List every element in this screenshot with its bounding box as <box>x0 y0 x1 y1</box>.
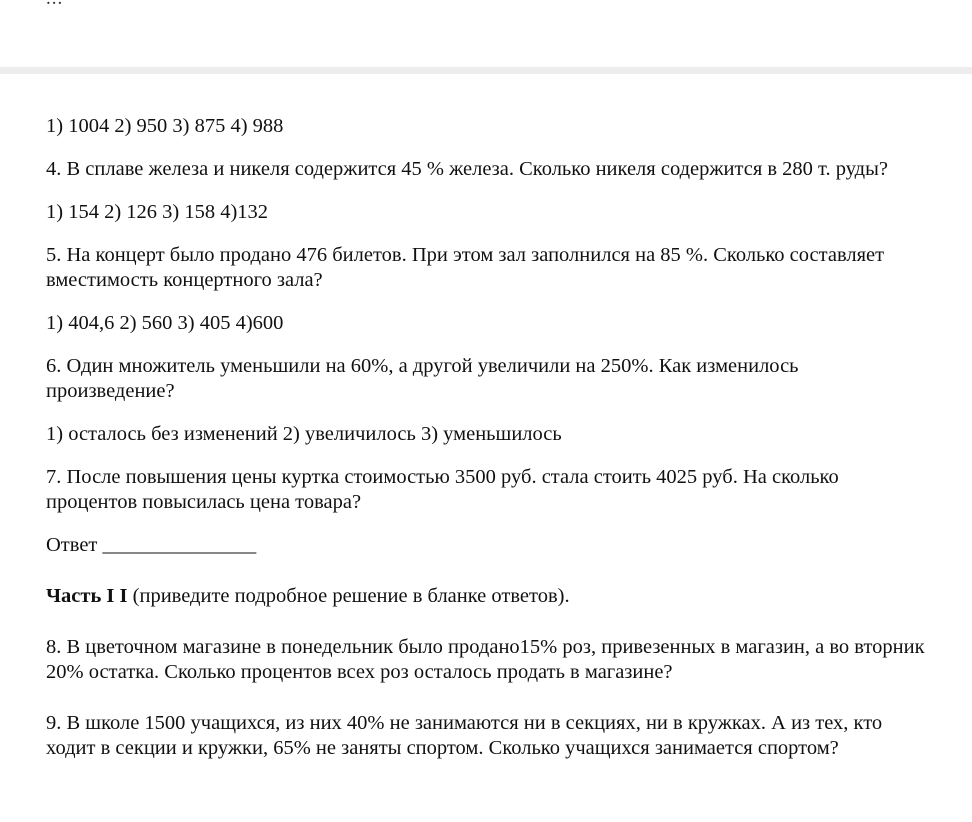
page-top-area <box>0 0 972 67</box>
question-4: 4. В сплаве железа и никеля содержится 45 % железа. Сколько никеля содержится в 280 т. руды? <box>46 158 888 180</box>
clipped-header-text <box>46 0 63 10</box>
q5-answer-options: 1) 404,6 2) 560 3) 405 4)600 <box>46 312 284 334</box>
question-5: 5. На концерт было продано 476 билетов. При этом зал заполнился на 85 %. Сколько составляет вместимость концертного зала? <box>46 244 885 291</box>
document-body <box>46 114 926 761</box>
part-2-note: (приведите подробное решение в бланке ответов). <box>127 585 570 607</box>
page-divider <box>0 67 972 74</box>
q4-answer-options: 1) 154 2) 126 3) 158 4)132 <box>46 201 269 223</box>
question-8: 8. В цветочном магазине в понедельник было продано15% роз, привезенных в магазин, а во вторник 20% остатка. Сколько процентов всех роз осталось продать в магазине? <box>46 636 925 683</box>
question-9: 9. В школе 1500 учащихся, из них 40% не занимаются ни в секциях, ни в кружках. А из тех, кто ходит в секции и кружки, 65% не заняты спортом. Сколько учащихся занимается спортом? <box>46 712 883 759</box>
q6-answer-options: 1) осталось без изменений 2) увеличилось 3) уменьшилось <box>46 423 562 445</box>
part-2-title: Часть I I <box>46 585 128 607</box>
answer-line: Ответ _______________ <box>46 534 257 556</box>
part-2-heading <box>46 584 926 609</box>
q3-answer-options: 1) 1004 2) 950 3) 875 4) 988 <box>46 115 284 137</box>
question-7: 7. После повышения цены куртка стоимостью 3500 руб. стала стоить 4025 руб. На сколько процентов повысилась цена товара? <box>46 466 839 513</box>
question-6: 6. Один множитель уменьшили на 60%, а другой увеличили на 250%. Как изменилось произведение? <box>46 355 799 402</box>
